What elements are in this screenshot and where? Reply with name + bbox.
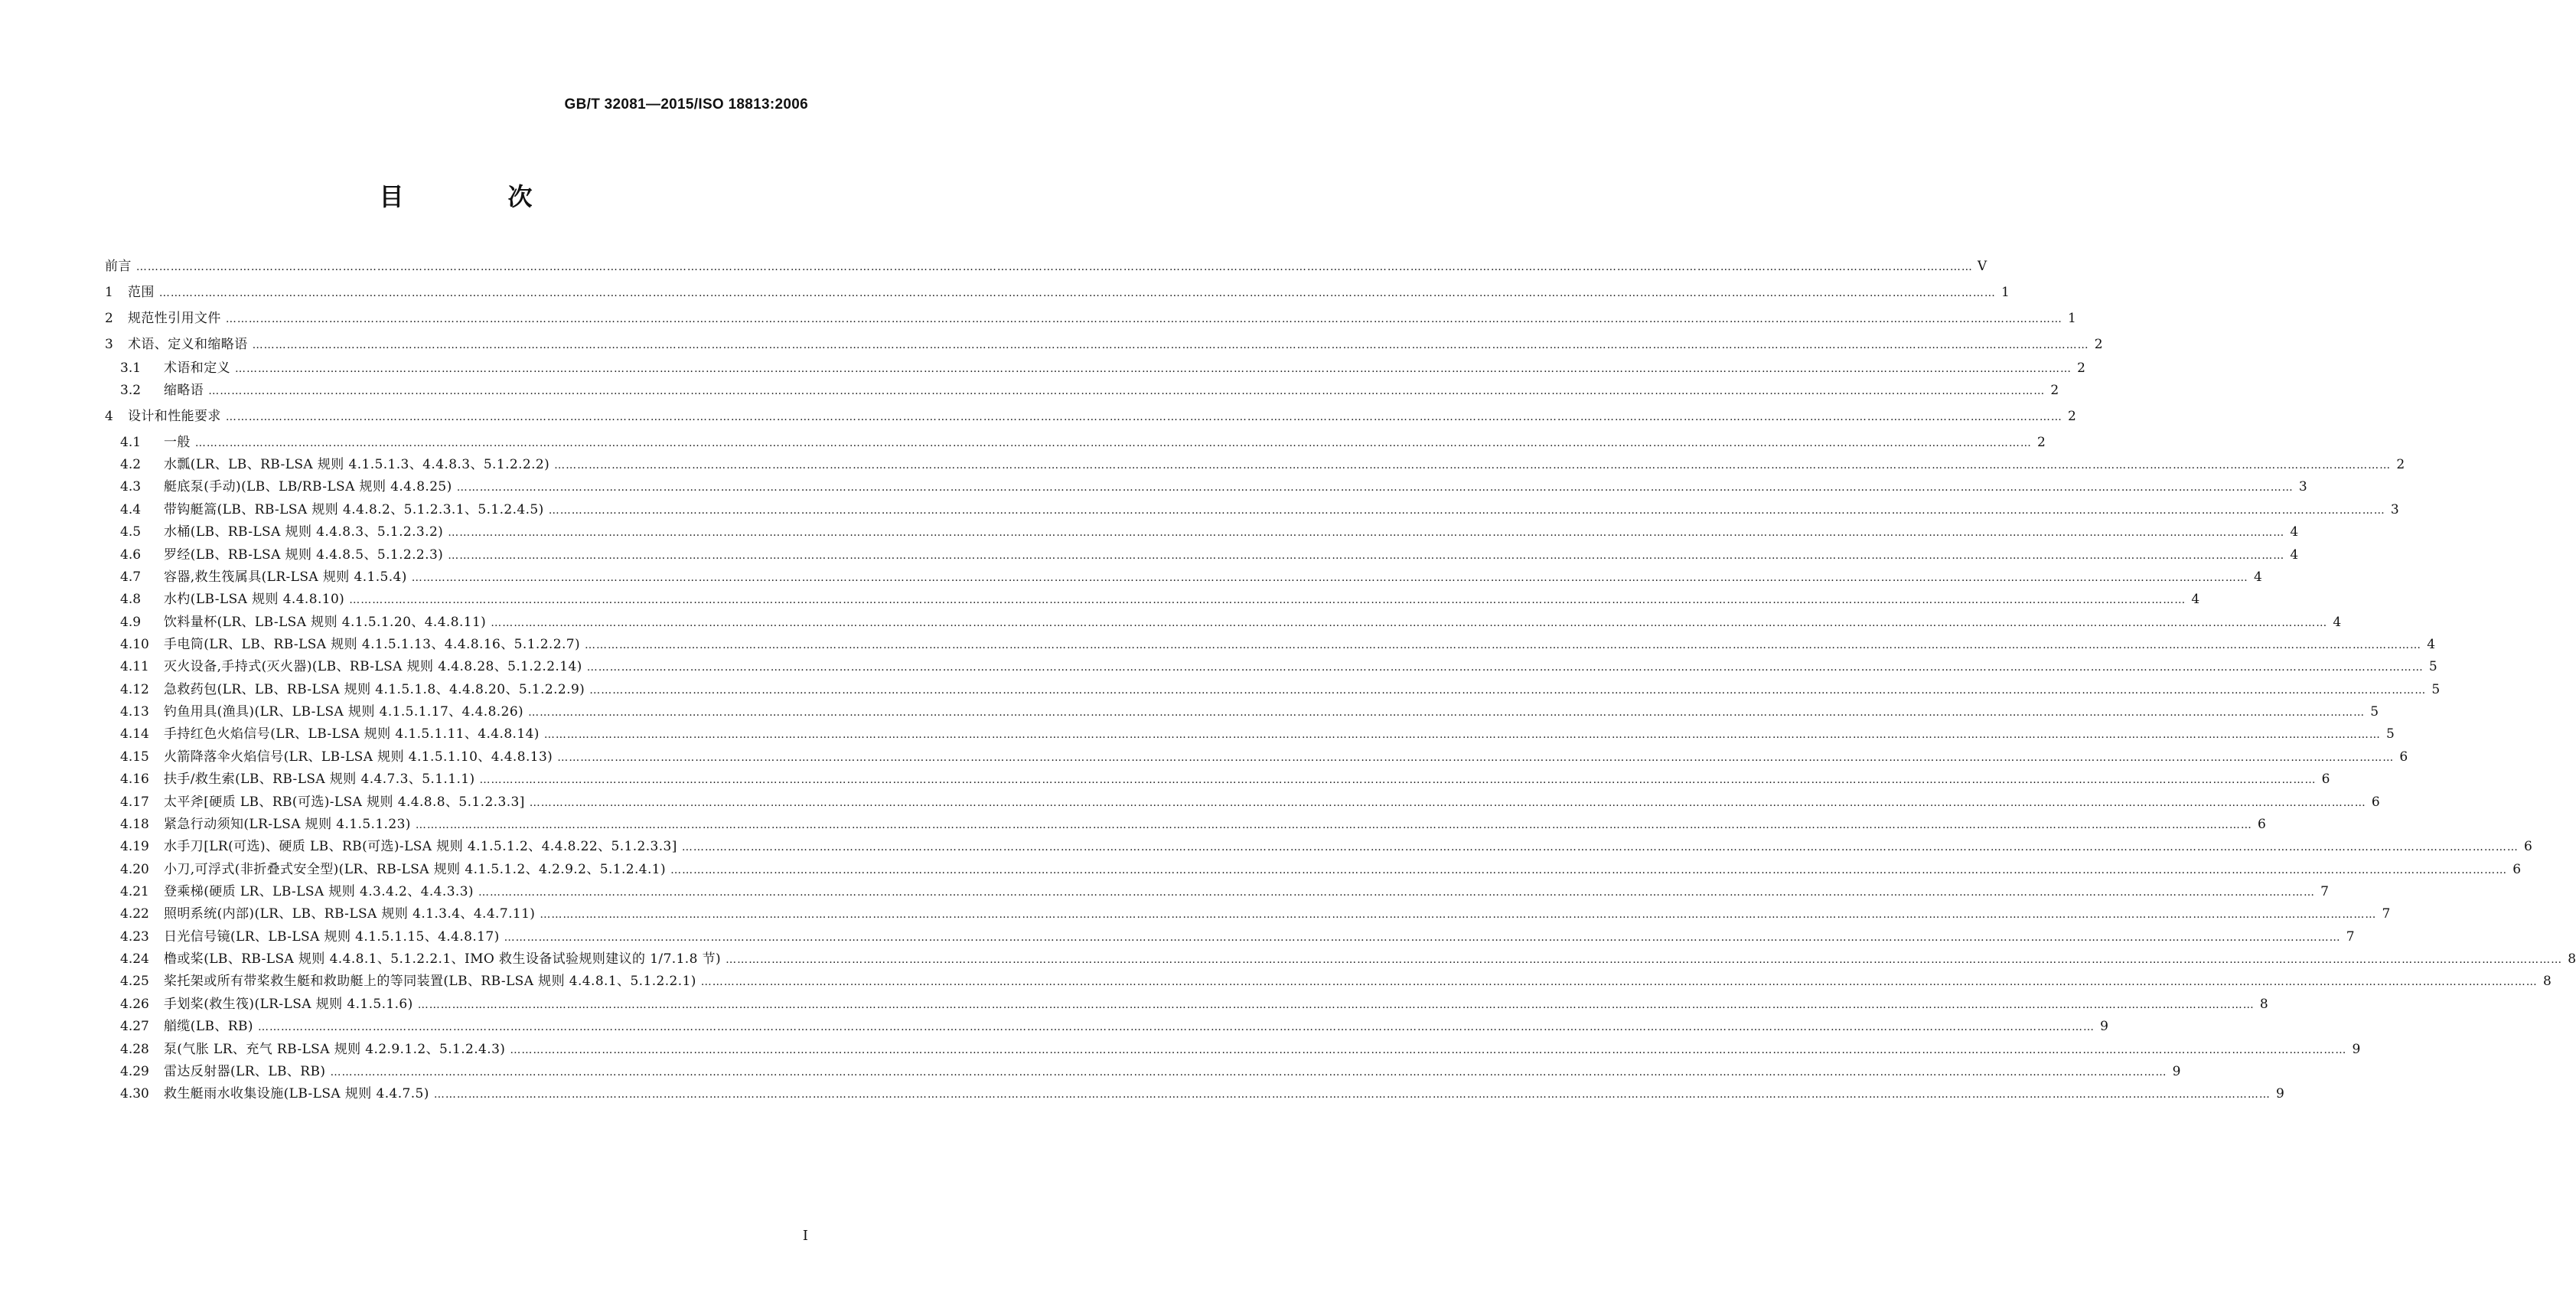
toc-entry-title: 设计和性能要求 (128, 409, 221, 424)
dot-leader: ………………………………………………………………………………………………………………………………………………………………………………………………………………………………………………………………………………………………………………………………………………………………………………………………………………………………………… (548, 504, 2385, 517)
toc-entry-page: 7 (2320, 884, 2329, 899)
toc-entry-page: 2 (2050, 383, 2059, 398)
toc-entry[interactable] (120, 545, 2299, 565)
toc-entry-title: 缩略语 (164, 383, 204, 398)
standard-code: GB/T 32081—2015/ISO 18813:2006 (564, 96, 808, 113)
toc-entry[interactable] (120, 680, 2441, 700)
toc-entry-number: 4.4 (120, 502, 142, 517)
toc-entry-title: 带钩艇篙(LB、RB-LSA 规则 4.4.8.2、5.1.2.3.1、5.1.2.4.5) (164, 502, 544, 517)
toc-entry[interactable] (105, 282, 2010, 302)
toc-entry-page: 3 (2298, 479, 2307, 494)
toc-entry-page: 4 (2333, 615, 2342, 630)
toc-entry[interactable] (120, 814, 2266, 834)
toc-entry[interactable] (120, 635, 2436, 654)
toc-entry-number: 3.1 (120, 361, 142, 376)
toc-entry-number: 2 (105, 311, 113, 326)
toc-entry-number: 4 (105, 409, 113, 424)
toc-entry-number: 4.10 (120, 637, 149, 652)
toc-entry[interactable] (120, 567, 2262, 587)
toc-entry-page: 6 (2523, 839, 2532, 854)
toc-entry-page: 6 (2512, 862, 2522, 877)
toc-entry-page: 4 (2290, 524, 2299, 540)
toc-entry[interactable] (120, 949, 2576, 969)
toc-entry[interactable] (120, 1062, 2181, 1082)
page-title: 目 次 (379, 182, 572, 211)
toc-entry-page: 6 (2321, 772, 2330, 787)
toc-entry-number: 4.21 (120, 884, 149, 899)
dot-leader: ………………………………………………………………………………………………………………………………………………………………………………………………………………………………………………………………………………………………………………………………………………………………………………………………………………………………………… (726, 954, 2563, 966)
toc-entry[interactable] (105, 406, 2076, 426)
toc-entry[interactable] (120, 522, 2299, 542)
dot-leader: ………………………………………………………………………………………………………………………………………………………………………………………………………………………………………………………………………………………………………………………………………………………………………………………………………………………………………… (589, 684, 2427, 697)
toc-entry-page: 6 (2371, 795, 2380, 810)
toc-entry[interactable] (120, 927, 2355, 947)
toc-entry-number: 4.22 (120, 906, 149, 922)
dot-leader: ………………………………………………………………………………………………………………………………………………………………………………………………………………………………………………………………………………………………………………………………………………………………………………………………………………………………………… (257, 1021, 2095, 1033)
toc-entry-title: 照明系统(内部)(LR、LB、RB-LSA 规则 4.1.3.4、4.4.7.11) (164, 906, 536, 922)
dot-leader: ………………………………………………………………………………………………………………………………………………………………………………………………………………………………………………………………………………………………………………………………………………………………………………………………………………………………………… (415, 819, 2252, 831)
toc-entry-page: Ⅴ (1977, 259, 1987, 274)
toc-entry-page: 2 (2077, 361, 2085, 376)
toc-entry[interactable] (120, 612, 2342, 632)
page-number: I (802, 1228, 808, 1244)
toc-entry-title: 水瓢(LR、LB、RB-LSA 规则 4.1.5.1.3、4.4.8.3、5.1.2.2.2) (164, 457, 550, 472)
toc-entry-number: 4.2 (120, 457, 142, 472)
toc-entry-page: 4 (2290, 547, 2299, 563)
dot-leader: ………………………………………………………………………………………………………………………………………………………………………………………………………………………………………………………………………………………………………………………………………………………………………………………………………………………………………… (330, 1066, 2167, 1079)
toc-entry-title: 艇底泵(手动)(LB、LB/RB-LSA 规则 4.4.8.25) (164, 479, 452, 494)
toc-entry-title: 火箭降落伞火焰信号(LR、LB-LSA 规则 4.1.5.1.10、4.4.8.13) (164, 749, 553, 765)
dot-leader: ………………………………………………………………………………………………………………………………………………………………………………………………………………………………………………………………………………………………………………………………………………………………………………………………………………………………………… (681, 841, 2519, 853)
toc-entry-number: 4.9 (120, 615, 142, 630)
toc-entry-page: 4 (2253, 569, 2262, 585)
dot-leader: ………………………………………………………………………………………………………………………………………………………………………………………………………………………………………………………………………………………………………………………………………………………………………………………………………………………………………… (554, 459, 2392, 472)
toc-entry-page: 9 (2275, 1086, 2284, 1101)
toc-entry-number: 4.15 (120, 749, 149, 765)
toc-entry-title: 桨托架或所有带桨救生艇和救助艇上的等同装置(LB、RB-LSA 规则 4.4.8.1、5.1.2.2.1) (164, 974, 696, 989)
dot-leader: ………………………………………………………………………………………………………………………………………………………………………………………………………………………………………………………………………………………………………………………………………………………………………………………………………………………………………… (670, 864, 2508, 876)
toc-entry-number: 4.26 (120, 997, 149, 1012)
toc-entry-number: 4.13 (120, 704, 149, 720)
dot-leader: ………………………………………………………………………………………………………………………………………………………………………………………………………………………………………………………………………………………………………………………………………………………………………………………………………………………………………… (235, 363, 2072, 375)
toc-entry-page: 7 (2346, 929, 2355, 945)
toc-entry-title: 罗经(LB、RB-LSA 规则 4.4.8.5、5.1.2.2.3) (164, 547, 444, 563)
toc-entry-title: 急救药包(LR、LB、RB-LSA 规则 4.1.5.1.8、4.4.8.20、5.1.2.2.9) (164, 682, 585, 697)
dot-leader: ………………………………………………………………………………………………………………………………………………………………………………………………………………………………………………………………………………………………………………………………………………………………………………………………………………………………………… (491, 617, 2328, 629)
toc-entry[interactable] (120, 724, 2395, 744)
toc-entry-page: 3 (2390, 502, 2399, 517)
toc-entry-page: 9 (2352, 1042, 2361, 1057)
dot-leader: ………………………………………………………………………………………………………………………………………………………………………………………………………………………………………………………………………………………………………………………………………………………………………………………………………………………………………… (479, 774, 2317, 786)
toc-entry[interactable] (120, 358, 2085, 378)
toc-entry[interactable] (120, 477, 2307, 497)
toc-entry-title: 水杓(LB-LSA 规则 4.4.8.10) (164, 592, 345, 607)
toc-entry-number: 4.16 (120, 772, 149, 787)
toc-entry-page: 2 (2094, 337, 2103, 352)
toc-entry-page: 2 (2396, 457, 2405, 472)
toc-entry[interactable] (120, 747, 2408, 767)
toc-entry-number: 4.24 (120, 951, 149, 967)
toc-entry[interactable] (120, 971, 2552, 991)
dot-leader: ………………………………………………………………………………………………………………………………………………………………………………………………………………………………………………………………………………………………………………………………………………………………………………………………………………………………………… (448, 550, 2285, 562)
toc-entry-page: 6 (2399, 749, 2408, 765)
toc-entry-number: 4.29 (120, 1064, 149, 1079)
toc-entry-title: 前言 (105, 259, 132, 274)
toc-entry-title: 规范性引用文件 (128, 311, 221, 326)
toc-entry[interactable] (120, 882, 2329, 902)
toc-entry-number: 4.11 (120, 659, 149, 674)
dot-leader: ………………………………………………………………………………………………………………………………………………………………………………………………………………………………………………………………………………………………………………………………………………………………………………………………………………………………………… (504, 932, 2341, 944)
toc-entry-page: 9 (2100, 1019, 2108, 1034)
toc-entry-number: 4.18 (120, 817, 149, 832)
toc-entry[interactable] (120, 500, 2399, 520)
toc-entry-page: 7 (2382, 906, 2391, 922)
toc-entry-number: 4.30 (120, 1086, 149, 1101)
toc-entry-number: 4.12 (120, 682, 149, 697)
toc-entry-title: 紧急行动须知(LR-LSA 规则 4.1.5.1.23) (164, 817, 411, 832)
toc-entry-title: 饮料量杯(LR、LB-LSA 规则 4.1.5.1.20、4.4.8.11) (164, 615, 487, 630)
toc-entry-page: 1 (2067, 311, 2076, 326)
dot-leader: ………………………………………………………………………………………………………………………………………………………………………………………………………………………………………………………………………………………………………………………………………………………………………………………………………………………………………… (586, 661, 2424, 674)
toc-entry-number: 4.27 (120, 1019, 149, 1034)
toc-entry-page: 1 (2000, 285, 2010, 300)
toc-entry[interactable] (105, 308, 2076, 328)
toc-entry-number: 3.2 (120, 383, 142, 398)
dot-leader: ………………………………………………………………………………………………………………………………………………………………………………………………………………………………………………………………………………………………………………………………………………………………………………………………………………………………………… (456, 481, 2294, 494)
toc-entry-title: 范围 (128, 285, 155, 300)
toc-entry[interactable] (120, 792, 2380, 812)
toc-entry[interactable] (105, 334, 2103, 354)
dot-leader: ………………………………………………………………………………………………………………………………………………………………………………………………………………………………………………………………………………………………………………………………………………………………………………………………………………………………………… (529, 797, 2366, 809)
dot-leader: ………………………………………………………………………………………………………………………………………………………………………………………………………………………………………………………………………………………………………………………………………………………………………………………………………………………………………… (557, 752, 2395, 764)
toc-entry-number: 3 (105, 337, 113, 352)
toc-entry[interactable] (120, 589, 2200, 609)
dot-leader: ………………………………………………………………………………………………………………………………………………………………………………………………………………………………………………………………………………………………………………………………………………………………………………………………………………………………………… (208, 385, 2046, 397)
toc-entry-page: 8 (2259, 997, 2268, 1012)
toc-entry-title: 术语和定义 (164, 361, 230, 376)
toc-entry-number: 4.7 (120, 569, 142, 585)
dot-leader: ………………………………………………………………………………………………………………………………………………………………………………………………………………………………………………………………………………………………………………………………………………………………………………………………………………………………………… (194, 437, 2032, 449)
dot-leader: ………………………………………………………………………………………………………………………………………………………………………………………………………………………………………………………………………………………………………………………………………………………………………………………………………………………………………… (528, 707, 2366, 719)
toc-entry-page: 9 (2172, 1064, 2181, 1079)
toc-entry-title: 灭火设备,手持式(灭火器)(LB、RB-LSA 规则 4.4.8.28、5.1.2.2.14) (164, 659, 582, 674)
toc-entry-title: 太平斧[硬质 LB、RB(可选)-LSA 规则 4.4.8.8、5.1.2.3.3] (164, 795, 525, 810)
dot-leader: ………………………………………………………………………………………………………………………………………………………………………………………………………………………………………………………………………………………………………………………………………………………………………………………………………………………………………… (540, 909, 2377, 921)
toc-entry-title: 水桶(LB、RB-LSA 规则 4.4.8.3、5.1.2.3.2) (164, 524, 444, 540)
toc-entry-title: 手电筒(LR、LB、RB-LSA 规则 4.1.5.1.13、4.4.8.16、5.1.2.2.7) (164, 637, 581, 652)
toc-entry-number: 4.1 (120, 435, 142, 450)
dot-leader: ………………………………………………………………………………………………………………………………………………………………………………………………………………………………………………………………………………………………………………………………………………………………………………………………………………………………………… (158, 287, 1996, 299)
toc-entry-title: 橹或桨(LB、RB-LSA 规则 4.4.8.1、5.1.2.2.1、IMO 救生设备试验规则建议的 1/7.1.8 节) (164, 951, 722, 967)
toc-entry-title: 雷达反射器(LR、LB、RB) (164, 1064, 326, 1079)
toc-entry[interactable] (120, 455, 2405, 475)
toc-entry-page: 4 (2191, 592, 2200, 607)
toc-entry-title: 容器,救生筏属具(LR-LSA 规则 4.1.5.4) (164, 569, 407, 585)
toc-entry-page: 4 (2427, 637, 2436, 652)
dot-leader: ………………………………………………………………………………………………………………………………………………………………………………………………………………………………………………………………………………………………………………………………………………………………………………………………………………………………………… (543, 729, 2381, 741)
toc-entry[interactable] (120, 702, 2379, 722)
toc-entry-title: 泵(气胀 LR、充气 RB-LSA 规则 4.2.9.1.2、5.1.2.4.3) (164, 1042, 506, 1057)
dot-leader: ………………………………………………………………………………………………………………………………………………………………………………………………………………………………………………………………………………………………………………………………………………………………………………………………………………………………………… (478, 886, 2315, 899)
toc-entry-page: 8 (2542, 974, 2552, 989)
toc-entry[interactable] (105, 256, 1987, 276)
toc-entry-title: 钓鱼用具(渔具)(LR、LB-LSA 规则 4.1.5.1.17、4.4.8.26) (164, 704, 524, 720)
toc-entry[interactable] (120, 769, 2330, 789)
toc-entry-page: 5 (2386, 726, 2395, 742)
toc-entry-title: 术语、定义和缩略语 (128, 337, 248, 352)
dot-leader: ………………………………………………………………………………………………………………………………………………………………………………………………………………………………………………………………………………………………………………………………………………………………………………………………………………………………………… (700, 976, 2538, 988)
dot-leader: ………………………………………………………………………………………………………………………………………………………………………………………………………………………………………………………………………………………………………………………………………………………………………………………………………………………………………… (417, 999, 2255, 1011)
toc-entry-number: 4.8 (120, 592, 142, 607)
toc-entry-title: 登乘梯(硬质 LR、LB-LSA 规则 4.3.4.2、4.4.3.3) (164, 884, 474, 899)
toc-entry-number: 1 (105, 285, 113, 300)
toc-entry-title: 日光信号镜(LR、LB-LSA 规则 4.1.5.1.15、4.4.8.17) (164, 929, 500, 945)
dot-leader: ………………………………………………………………………………………………………………………………………………………………………………………………………………………………………………………………………………………………………………………………………………………………………………………………………………………………………… (135, 261, 1973, 273)
dot-leader: ………………………………………………………………………………………………………………………………………………………………………………………………………………………………………………………………………………………………………………………………………………………………………………………………………………………………………… (585, 639, 2422, 651)
toc-entry-number: 4.20 (120, 862, 149, 877)
dot-leader: ………………………………………………………………………………………………………………………………………………………………………………………………………………………………………………………………………………………………………………………………………………………………………………………………………………………………………… (433, 1088, 2271, 1101)
toc-entry-title: 救生艇雨水收集设施(LB-LSA 规则 4.4.7.5) (164, 1086, 429, 1101)
dot-leader: ………………………………………………………………………………………………………………………………………………………………………………………………………………………………………………………………………………………………………………………………………………………………………………………………………………………………………… (252, 339, 2089, 351)
toc-entry-page: 5 (2428, 659, 2437, 674)
toc-entry-page: 2 (2036, 435, 2046, 450)
toc-entry-number: 4.28 (120, 1042, 149, 1057)
toc-entry-number: 4.5 (120, 524, 142, 540)
toc-entry-title: 水手刀[LR(可选)、硬质 LB、RB(可选)-LSA 规则 4.1.5.1.2、4.4.8.22、5.1.2.3.3] (164, 839, 677, 854)
toc-entry-page: 8 (2568, 951, 2576, 967)
toc-entry[interactable] (120, 1084, 2284, 1104)
toc-entry-number: 4.17 (120, 795, 149, 810)
toc-entry-title: 小刀,可浮式(非折叠式安全型)(LR、RB-LSA 规则 4.1.5.1.2、4.2.9.2、5.1.2.4.1) (164, 862, 667, 877)
toc-entry-title: 手划桨(救生筏)(LR-LSA 规则 4.1.5.1.6) (164, 997, 413, 1012)
toc-entry-title: 扶手/救生索(LB、RB-LSA 规则 4.4.7.3、5.1.1.1) (164, 772, 475, 787)
dot-leader: ………………………………………………………………………………………………………………………………………………………………………………………………………………………………………………………………………………………………………………………………………………………………………………………………………………………………………… (510, 1044, 2347, 1056)
toc-entry-number: 4.6 (120, 547, 142, 563)
toc-entry[interactable] (120, 994, 2268, 1014)
toc-entry-title: 手持红色火焰信号(LR、LB-LSA 规则 4.1.5.1.11、4.4.8.14) (164, 726, 540, 742)
toc-entry[interactable] (120, 860, 2522, 879)
dot-leader: ………………………………………………………………………………………………………………………………………………………………………………………………………………………………………………………………………………………………………………………………………………………………………………………………………………………………………… (225, 313, 2062, 325)
toc-entry[interactable] (120, 904, 2391, 924)
toc-entry[interactable] (120, 432, 2046, 452)
dot-leader: ………………………………………………………………………………………………………………………………………………………………………………………………………………………………………………………………………………………………………………………………………………………………………………………………………………………………………… (411, 572, 2248, 584)
toc-entry-page: 6 (2258, 817, 2266, 832)
dot-leader: ………………………………………………………………………………………………………………………………………………………………………………………………………………………………………………………………………………………………………………………………………………………………………………………………………………………………………… (225, 411, 2062, 423)
toc-entry-number: 4.19 (120, 839, 149, 854)
toc-entry-title: 艏缆(LB、RB) (164, 1019, 253, 1034)
toc-entry[interactable] (120, 837, 2532, 857)
toc-entry-number: 4.25 (120, 974, 149, 989)
toc-entry-page: 5 (2431, 682, 2441, 697)
toc-entry-number: 4.23 (120, 929, 149, 945)
toc-entry-number: 4.14 (120, 726, 149, 742)
dot-leader: ………………………………………………………………………………………………………………………………………………………………………………………………………………………………………………………………………………………………………………………………………………………………………………………………………………………………………… (349, 594, 2186, 606)
dot-leader: ………………………………………………………………………………………………………………………………………………………………………………………………………………………………………………………………………………………………………………………………………………………………………………………………………………………………………… (448, 527, 2285, 539)
toc-entry[interactable] (120, 1039, 2361, 1059)
toc-entry-title: 一般 (164, 435, 191, 450)
toc-entry-number: 4.3 (120, 479, 142, 494)
toc-entry-page: 5 (2370, 704, 2379, 720)
toc-entry[interactable] (120, 657, 2437, 677)
toc-entry[interactable] (120, 380, 2059, 400)
toc-entry[interactable] (120, 1017, 2108, 1036)
toc-entry-page: 2 (2067, 409, 2076, 424)
